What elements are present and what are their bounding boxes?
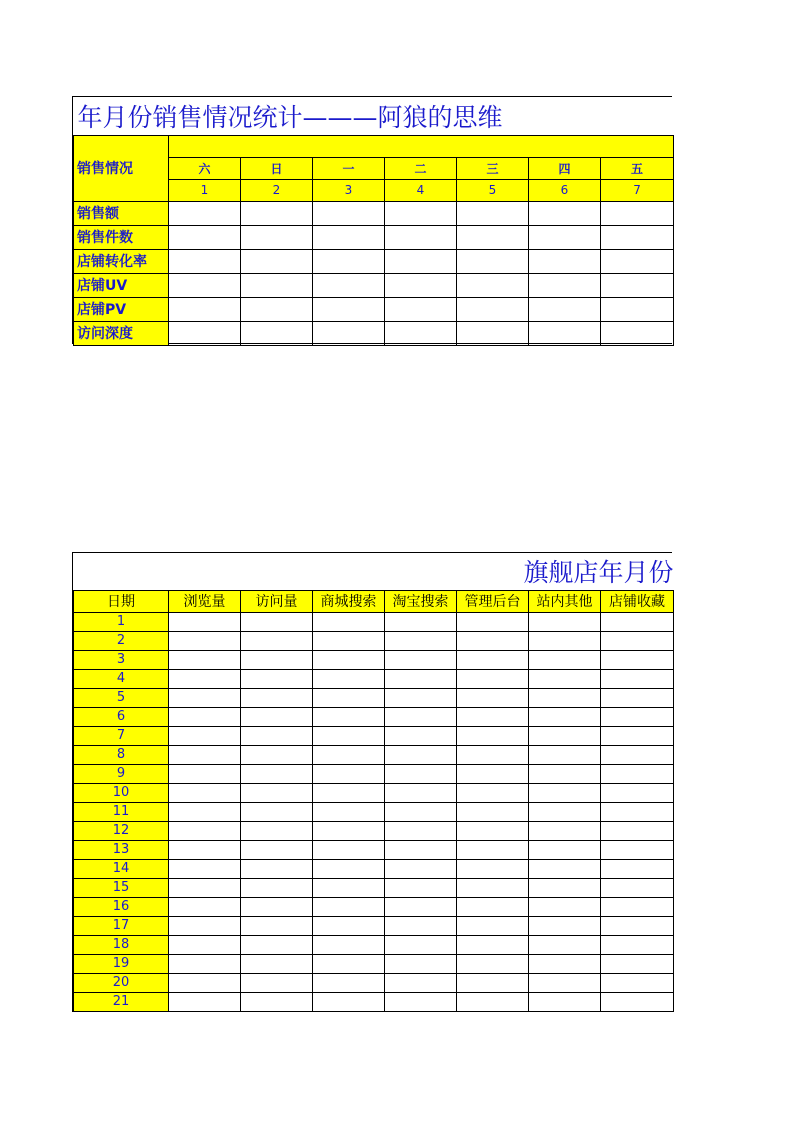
data-cell[interactable] [457, 201, 529, 225]
data-cell[interactable] [241, 225, 313, 249]
date-cell: 7 [74, 726, 169, 745]
data-cell[interactable] [529, 631, 601, 650]
data-cell[interactable] [241, 954, 313, 973]
data-cell[interactable] [313, 783, 385, 802]
data-cell[interactable] [313, 878, 385, 897]
data-cell[interactable] [385, 297, 457, 321]
weekday-cell: 日 [241, 157, 313, 179]
data-cell[interactable] [313, 726, 385, 745]
data-cell[interactable] [457, 631, 529, 650]
data-cell[interactable] [529, 802, 601, 821]
data-cell[interactable] [313, 821, 385, 840]
column-header: 淘宝搜索 [385, 590, 457, 612]
data-cell[interactable] [457, 821, 529, 840]
data-cell[interactable] [529, 225, 601, 249]
data-cell[interactable] [601, 935, 674, 954]
data-cell[interactable] [169, 669, 241, 688]
data-cell[interactable] [529, 821, 601, 840]
table-row [74, 688, 674, 707]
table-row [74, 935, 674, 954]
data-cell[interactable] [313, 973, 385, 992]
weekday-cell: 四 [529, 157, 601, 179]
day-number-cell: 5 [457, 179, 529, 201]
date-cell: 19 [74, 954, 169, 973]
data-cell[interactable] [169, 225, 241, 249]
metric-label: 销售额 [74, 201, 169, 225]
date-cell: 5 [74, 688, 169, 707]
data-cell[interactable] [169, 916, 241, 935]
data-cell[interactable] [601, 707, 674, 726]
data-cell[interactable] [241, 935, 313, 954]
data-cell[interactable] [529, 273, 601, 297]
metric-row [74, 249, 674, 273]
data-cell[interactable] [385, 669, 457, 688]
data-cell[interactable] [241, 821, 313, 840]
data-cell[interactable] [385, 973, 457, 992]
data-cell[interactable] [601, 916, 674, 935]
date-cell: 11 [74, 802, 169, 821]
date-cell: 2 [74, 631, 169, 650]
metric-row [74, 273, 674, 297]
data-cell[interactable] [169, 745, 241, 764]
date-cell: 3 [74, 650, 169, 669]
data-cell[interactable] [313, 745, 385, 764]
date-cell: 15 [74, 878, 169, 897]
data-cell[interactable] [529, 669, 601, 688]
data-cell[interactable] [457, 726, 529, 745]
data-cell[interactable] [601, 992, 674, 1011]
data-cell[interactable] [241, 297, 313, 321]
data-cell[interactable] [601, 297, 674, 321]
data-cell[interactable] [169, 249, 241, 273]
data-cell[interactable] [601, 650, 674, 669]
data-cell[interactable] [385, 726, 457, 745]
data-cell[interactable] [385, 954, 457, 973]
metric-row [74, 225, 674, 249]
date-cell: 9 [74, 764, 169, 783]
data-cell[interactable] [385, 802, 457, 821]
data-cell[interactable] [385, 916, 457, 935]
data-cell[interactable] [529, 249, 601, 273]
data-cell[interactable] [457, 707, 529, 726]
data-cell[interactable] [529, 612, 601, 631]
data-cell[interactable] [241, 783, 313, 802]
data-cell[interactable] [529, 840, 601, 859]
table-row [74, 897, 674, 916]
weekday-cell: 五 [601, 157, 674, 179]
metric-label: 店铺转化率 [74, 249, 169, 273]
weekday-cell: 三 [457, 157, 529, 179]
data-cell[interactable] [385, 249, 457, 273]
data-cell[interactable] [169, 764, 241, 783]
date-cell: 8 [74, 745, 169, 764]
table-row [74, 973, 674, 992]
data-cell[interactable] [313, 669, 385, 688]
data-cell[interactable] [169, 707, 241, 726]
table-row [74, 840, 674, 859]
column-header: 站内其他 [529, 590, 601, 612]
data-cell[interactable] [529, 973, 601, 992]
data-cell[interactable] [313, 688, 385, 707]
data-cell[interactable] [457, 954, 529, 973]
data-cell[interactable] [385, 878, 457, 897]
sheet-title-2: 旗舰店年月份 [74, 553, 674, 590]
data-cell[interactable] [241, 992, 313, 1011]
data-cell[interactable] [241, 650, 313, 669]
data-cell[interactable] [169, 321, 241, 345]
data-cell[interactable] [313, 297, 385, 321]
data-cell[interactable] [529, 650, 601, 669]
data-cell[interactable] [601, 802, 674, 821]
date-cell: 12 [74, 821, 169, 840]
data-cell[interactable] [241, 249, 313, 273]
data-cell[interactable] [241, 840, 313, 859]
data-cell[interactable] [601, 821, 674, 840]
section-label: 销售情况 [74, 135, 169, 201]
data-cell[interactable] [457, 973, 529, 992]
data-cell[interactable] [601, 954, 674, 973]
data-cell[interactable] [169, 859, 241, 878]
date-cell: 1 [74, 612, 169, 631]
data-cell[interactable] [529, 897, 601, 916]
data-cell[interactable] [313, 954, 385, 973]
data-cell[interactable] [313, 707, 385, 726]
data-cell[interactable] [169, 726, 241, 745]
data-cell[interactable] [241, 897, 313, 916]
data-cell[interactable] [457, 802, 529, 821]
data-cell[interactable] [313, 840, 385, 859]
data-cell[interactable] [313, 897, 385, 916]
data-cell[interactable] [601, 859, 674, 878]
data-cell[interactable] [457, 878, 529, 897]
data-cell[interactable] [601, 897, 674, 916]
data-cell[interactable] [601, 745, 674, 764]
data-cell[interactable] [529, 688, 601, 707]
table-row [74, 650, 674, 669]
data-cell[interactable] [457, 764, 529, 783]
sales-summary-table [72, 96, 672, 344]
data-cell[interactable] [169, 273, 241, 297]
data-cell[interactable] [241, 745, 313, 764]
table-row [74, 707, 674, 726]
weekday-cell: 一 [313, 157, 385, 179]
data-cell[interactable] [241, 321, 313, 345]
data-cell[interactable] [385, 225, 457, 249]
data-cell[interactable] [313, 859, 385, 878]
data-cell[interactable] [169, 802, 241, 821]
data-cell[interactable] [385, 745, 457, 764]
data-cell[interactable] [169, 650, 241, 669]
data-cell[interactable] [385, 821, 457, 840]
data-cell[interactable] [457, 321, 529, 345]
date-cell: 20 [74, 973, 169, 992]
date-cell: 18 [74, 935, 169, 954]
data-cell[interactable] [457, 225, 529, 249]
data-cell[interactable] [241, 707, 313, 726]
metric-row [74, 201, 674, 225]
data-cell[interactable] [385, 650, 457, 669]
data-cell[interactable] [241, 973, 313, 992]
data-cell[interactable] [457, 612, 529, 631]
data-cell[interactable] [385, 840, 457, 859]
data-cell[interactable] [385, 201, 457, 225]
data-cell[interactable] [241, 878, 313, 897]
table-row [74, 859, 674, 878]
table-row [74, 612, 674, 631]
table-row [74, 783, 674, 802]
day-number-cell: 4 [385, 179, 457, 201]
day-number-cell: 1 [169, 179, 241, 201]
table-row [74, 726, 674, 745]
data-cell[interactable] [529, 916, 601, 935]
data-cell[interactable] [313, 612, 385, 631]
data-cell[interactable] [241, 764, 313, 783]
data-cell[interactable] [241, 201, 313, 225]
data-cell[interactable] [529, 783, 601, 802]
data-cell[interactable] [169, 897, 241, 916]
data-cell[interactable] [601, 726, 674, 745]
data-cell[interactable] [601, 669, 674, 688]
data-cell[interactable] [457, 249, 529, 273]
day-number-cell: 3 [313, 179, 385, 201]
data-cell[interactable] [601, 201, 674, 225]
data-cell[interactable] [385, 321, 457, 345]
data-cell[interactable] [601, 249, 674, 273]
table-row [74, 992, 674, 1011]
data-cell[interactable] [169, 954, 241, 973]
data-cell[interactable] [169, 688, 241, 707]
data-cell[interactable] [241, 273, 313, 297]
table-row [74, 745, 674, 764]
data-cell[interactable] [385, 764, 457, 783]
metric-row [74, 297, 674, 321]
data-cell[interactable] [529, 878, 601, 897]
data-cell[interactable] [529, 764, 601, 783]
data-cell[interactable] [457, 688, 529, 707]
data-cell[interactable] [313, 916, 385, 935]
day-number-cell: 2 [241, 179, 313, 201]
data-cell[interactable] [385, 992, 457, 1011]
date-cell: 10 [74, 783, 169, 802]
table-row [74, 878, 674, 897]
data-cell[interactable] [457, 273, 529, 297]
data-cell[interactable] [241, 802, 313, 821]
metric-label: 销售件数 [74, 225, 169, 249]
data-cell[interactable] [313, 992, 385, 1011]
table-row [74, 631, 674, 650]
traffic-table [72, 552, 672, 1012]
day-number-cell: 7 [601, 179, 674, 201]
data-cell[interactable] [457, 783, 529, 802]
data-cell[interactable] [457, 992, 529, 1011]
data-cell[interactable] [457, 840, 529, 859]
date-cell: 6 [74, 707, 169, 726]
data-cell[interactable] [457, 745, 529, 764]
data-cell[interactable] [457, 916, 529, 935]
data-cell[interactable] [313, 631, 385, 650]
data-cell[interactable] [169, 821, 241, 840]
metric-row [74, 321, 674, 345]
data-cell[interactable] [241, 688, 313, 707]
weekday-cell: 六 [169, 157, 241, 179]
data-cell[interactable] [601, 688, 674, 707]
data-cell[interactable] [313, 764, 385, 783]
column-header: 日期 [74, 590, 169, 612]
column-header: 访问量 [241, 590, 313, 612]
data-cell[interactable] [169, 878, 241, 897]
table-row [74, 821, 674, 840]
date-cell: 16 [74, 897, 169, 916]
column-header: 管理后台 [457, 590, 529, 612]
data-cell[interactable] [601, 225, 674, 249]
table-row [74, 764, 674, 783]
data-cell[interactable] [601, 783, 674, 802]
data-cell[interactable] [385, 897, 457, 916]
data-cell[interactable] [457, 650, 529, 669]
table-row [74, 916, 674, 935]
data-cell[interactable] [457, 859, 529, 878]
data-cell[interactable] [313, 802, 385, 821]
metric-label: 店铺UV [74, 273, 169, 297]
data-cell[interactable] [529, 707, 601, 726]
data-cell[interactable] [169, 783, 241, 802]
data-cell[interactable] [529, 859, 601, 878]
data-cell[interactable] [457, 669, 529, 688]
metric-label: 访问深度 [74, 321, 169, 345]
data-cell[interactable] [601, 631, 674, 650]
data-cell[interactable] [241, 726, 313, 745]
data-cell[interactable] [601, 273, 674, 297]
data-cell[interactable] [601, 840, 674, 859]
date-cell: 14 [74, 859, 169, 878]
data-cell[interactable] [529, 954, 601, 973]
data-cell[interactable] [169, 840, 241, 859]
date-cell: 13 [74, 840, 169, 859]
column-header: 浏览量 [169, 590, 241, 612]
data-cell[interactable] [601, 878, 674, 897]
table-row [74, 954, 674, 973]
data-cell[interactable] [601, 764, 674, 783]
data-cell[interactable] [529, 201, 601, 225]
data-cell[interactable] [241, 669, 313, 688]
data-cell[interactable] [313, 201, 385, 225]
date-cell: 17 [74, 916, 169, 935]
data-cell[interactable] [169, 612, 241, 631]
day-number-cell: 6 [529, 179, 601, 201]
data-cell[interactable] [241, 916, 313, 935]
data-cell[interactable] [313, 935, 385, 954]
data-cell[interactable] [385, 273, 457, 297]
data-cell[interactable] [385, 935, 457, 954]
data-cell[interactable] [169, 201, 241, 225]
data-cell[interactable] [457, 935, 529, 954]
column-header: 商城搜索 [313, 590, 385, 612]
data-cell[interactable] [457, 897, 529, 916]
data-cell[interactable] [313, 249, 385, 273]
data-cell[interactable] [385, 688, 457, 707]
data-cell[interactable] [385, 612, 457, 631]
column-header: 店铺收藏 [601, 590, 674, 612]
data-cell[interactable] [385, 707, 457, 726]
data-cell[interactable] [313, 650, 385, 669]
data-cell[interactable] [385, 859, 457, 878]
data-cell[interactable] [601, 973, 674, 992]
data-cell[interactable] [313, 321, 385, 345]
sheet-title: 年月份销售情况统计———阿狼的思维 [74, 97, 674, 135]
date-cell: 21 [74, 992, 169, 1011]
data-cell[interactable] [529, 992, 601, 1011]
data-cell[interactable] [169, 973, 241, 992]
metric-label: 店铺PV [74, 297, 169, 321]
data-cell[interactable] [529, 297, 601, 321]
data-cell[interactable] [601, 321, 674, 345]
data-cell[interactable] [169, 297, 241, 321]
data-cell[interactable] [241, 631, 313, 650]
data-cell[interactable] [529, 935, 601, 954]
data-cell[interactable] [529, 321, 601, 345]
data-cell[interactable] [385, 631, 457, 650]
table-row [74, 669, 674, 688]
data-cell[interactable] [313, 225, 385, 249]
data-cell[interactable] [169, 631, 241, 650]
data-cell[interactable] [529, 745, 601, 764]
data-cell[interactable] [169, 935, 241, 954]
table-row [74, 802, 674, 821]
data-cell[interactable] [529, 726, 601, 745]
data-cell[interactable] [313, 273, 385, 297]
date-cell: 4 [74, 669, 169, 688]
data-cell[interactable] [601, 612, 674, 631]
data-cell[interactable] [241, 859, 313, 878]
weekday-cell: 二 [385, 157, 457, 179]
data-cell[interactable] [385, 783, 457, 802]
data-cell[interactable] [169, 992, 241, 1011]
data-cell[interactable] [241, 612, 313, 631]
header-band [169, 135, 674, 157]
data-cell[interactable] [457, 297, 529, 321]
